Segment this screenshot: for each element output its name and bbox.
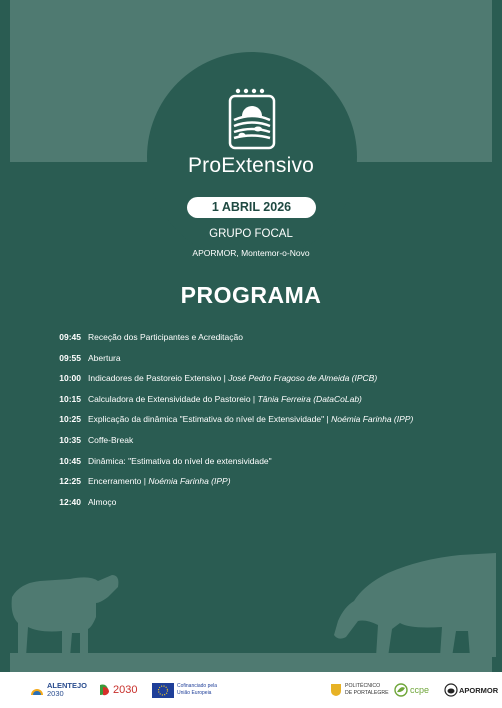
schedule-title: Receção dos Participantes e Acreditação (88, 332, 243, 342)
schedule-title: Coffe-Break (88, 434, 134, 445)
program-title: PROGRAMA (180, 282, 322, 308)
ccpe-label: ccpe (410, 685, 430, 695)
schedule-speaker: Tânia Ferreira (DataCoLab) (257, 393, 362, 404)
schedule-row (50, 414, 490, 435)
schedule-row (50, 394, 490, 415)
schedule-time: 10:45 (59, 455, 81, 466)
schedule-time: 10:25 (59, 414, 81, 425)
schedule-row (50, 332, 490, 353)
schedule-title: Almoço (88, 496, 117, 507)
eu-line-2: União Europeia (177, 690, 212, 696)
politecnico-logo (330, 672, 389, 708)
schedule-title: Indicadores de Pastoreio Extensivo | José Pedro Fragoso de Almeida (IPCB) (88, 373, 378, 384)
eu-line-1: Cofinanciado pela (177, 683, 218, 689)
portugal-2030-logo (98, 672, 137, 708)
politecnico-shield-icon (330, 683, 342, 697)
schedule-time: 12:40 (59, 496, 81, 507)
schedule-speaker: Noémia Farinha (IPP) (148, 476, 231, 487)
portugal-logo-icon (98, 683, 110, 697)
event-location: APORMOR, Montemor-o-Novo (192, 248, 310, 258)
schedule-title: Explicação da dinâmica "Estimativa do nível de Extensividade" | Noémia Farinha (IPP) (88, 414, 414, 425)
schedule-speaker: José Pedro Fragoso de Almeida (IPCB) (228, 373, 378, 384)
eu-cofinancing-logo (152, 672, 217, 708)
event-type: GRUPO FOCAL (209, 228, 293, 240)
alentejo-2030-logo (30, 672, 87, 708)
schedule-time: 10:00 (59, 373, 81, 384)
schedule-time: 09:45 (59, 332, 81, 342)
apormor-label: APORMOR (459, 685, 499, 695)
politecnico-line-1: POLITÉCNICO (345, 683, 381, 689)
schedule-title: Abertura (88, 352, 121, 363)
alentejo-label: ALENTEJO (47, 681, 88, 690)
schedule-time: 12:25 (59, 476, 81, 487)
schedule-title: Dinâmica: "Estimativa do nível de extensividade" (88, 455, 272, 466)
alentejo-logo-icon (30, 683, 44, 697)
footer-partners (0, 672, 502, 708)
schedule-row (50, 456, 490, 477)
schedule-time: 10:35 (59, 434, 81, 445)
schedule-title: Encerramento | Noémia Farinha (IPP) (88, 476, 231, 487)
schedule-time: 10:15 (59, 393, 81, 404)
schedule-row (50, 435, 490, 456)
schedule-row (50, 476, 490, 497)
pasture-logo-icon (228, 88, 276, 150)
apormor-logo (444, 672, 498, 708)
schedule-row (50, 497, 490, 518)
schedule-time: 09:55 (59, 352, 81, 363)
eu-flag-icon (152, 683, 174, 698)
schedule-speaker: Noémia Farinha (IPP) (331, 414, 414, 425)
brand-name: ProExtensivo (187, 154, 315, 177)
event-date-pill: 1 ABRIL 2026 (187, 197, 316, 218)
ccpe-logo (394, 672, 429, 708)
apormor-sheep-icon (444, 683, 458, 697)
schedule-list (50, 332, 490, 517)
schedule-title: Calculadora de Extensividade do Pastoreio | Tânia Ferreira (DataCoLab) (88, 393, 362, 404)
alentejo-year: 2030 (47, 689, 64, 698)
animals-illustration (0, 545, 502, 675)
sheep-icon (12, 575, 119, 657)
ccpe-leaf-icon (394, 683, 408, 697)
cow-icon (334, 553, 496, 657)
schedule-row (50, 373, 490, 394)
politecnico-line-2: DE PORTALEGRE (345, 690, 389, 696)
portugal-year: 2030 (113, 684, 138, 696)
schedule-row (50, 353, 490, 374)
